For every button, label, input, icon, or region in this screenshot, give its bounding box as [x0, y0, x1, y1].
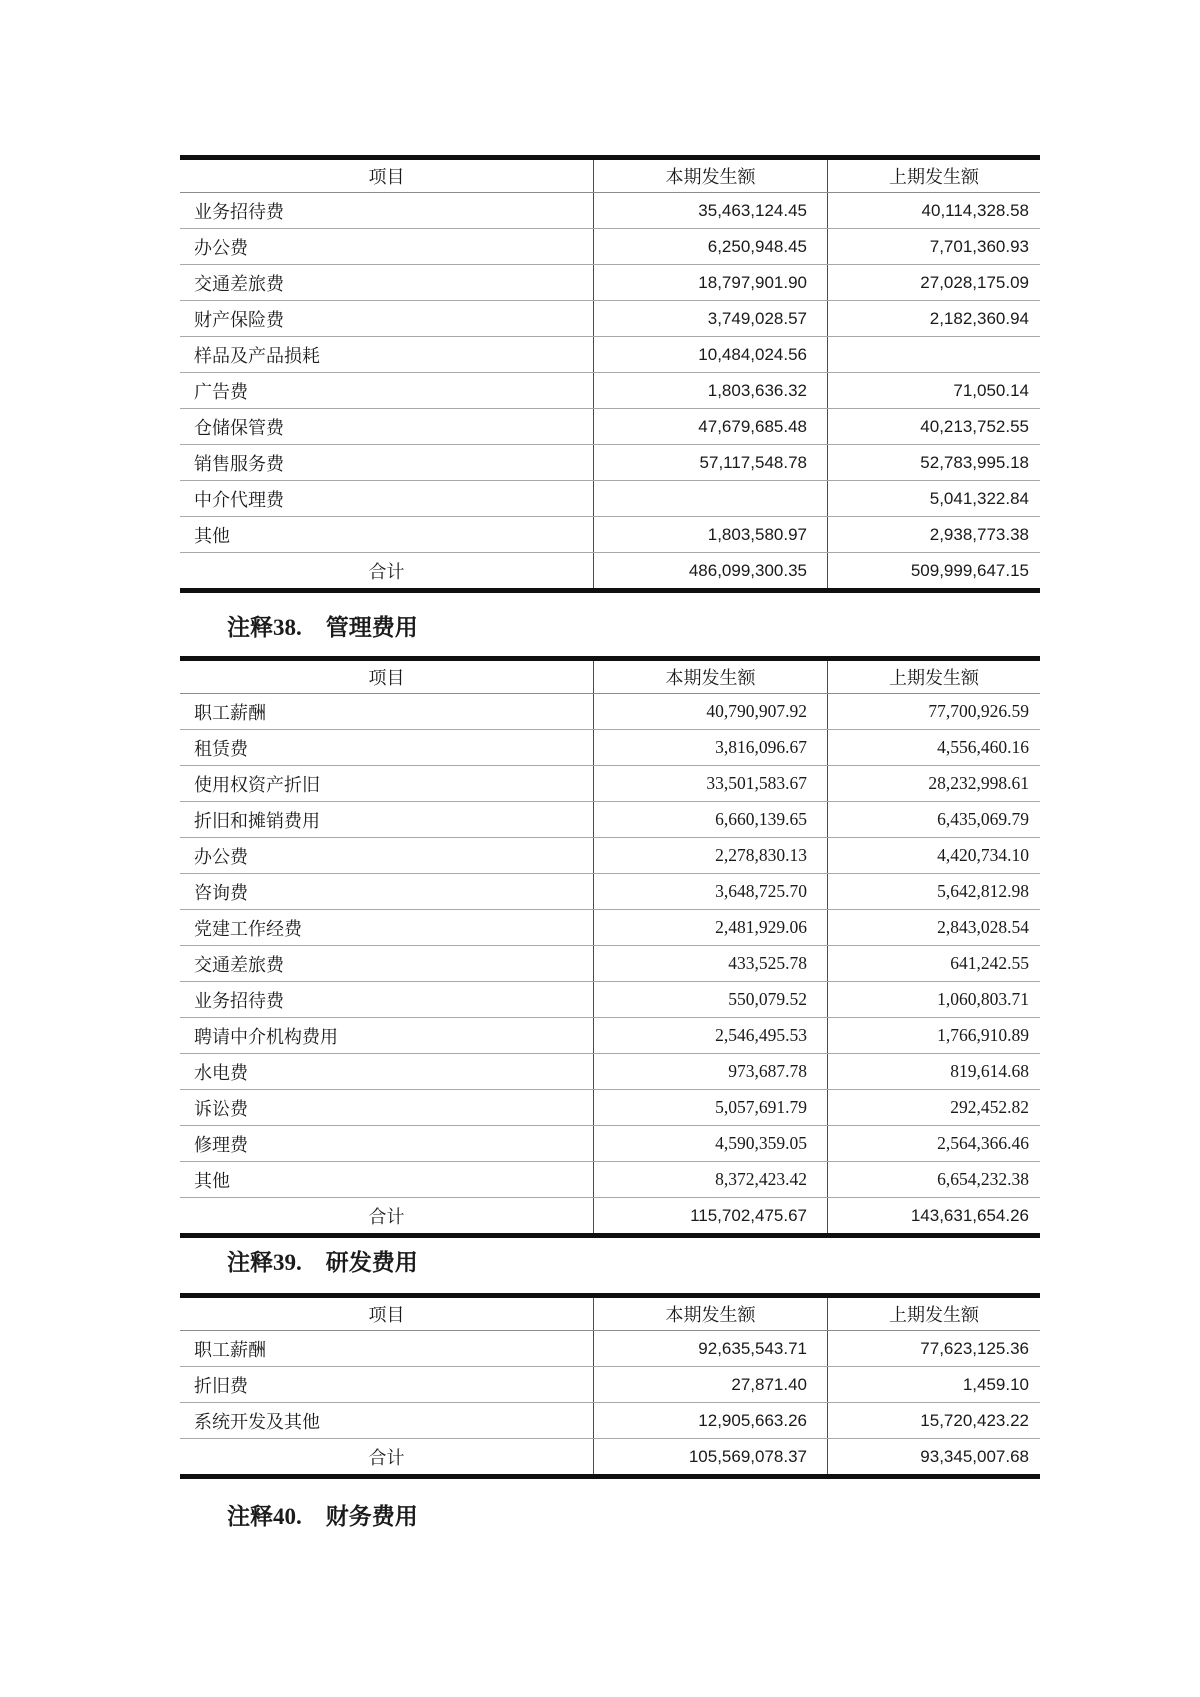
item-cell: 聘请中介机构费用: [194, 1026, 338, 1047]
current-amount-cell: 18,797,901.90: [593, 265, 827, 300]
table-row: [180, 516, 1040, 552]
item-cell: 业务招待费: [194, 201, 284, 222]
item-cell: 水电费: [194, 1062, 248, 1083]
current-amount-cell: 47,679,685.48: [593, 409, 827, 444]
table-header-row: [180, 661, 1040, 693]
prior-amount-cell: 71,050.14: [827, 373, 1040, 408]
item-cell: 财产保险费: [194, 309, 284, 330]
item-cell: 交通差旅费: [194, 954, 284, 975]
current-amount-cell: 40,790,907.92: [593, 694, 827, 729]
table-row: [180, 1125, 1040, 1161]
item-cell: 其他: [194, 525, 230, 546]
note39-title: 研发费用: [325, 1250, 418, 1275]
prior-amount-cell: [827, 337, 1040, 372]
current-amount-cell: 33,501,583.67: [593, 766, 827, 801]
note38-number: 注释38.: [227, 615, 302, 640]
current-amount-cell: 3,749,028.57: [593, 301, 827, 336]
item-cell: 合计: [368, 1447, 405, 1468]
table-row: [180, 1089, 1040, 1125]
prior-amount-cell: 6,654,232.38: [827, 1162, 1040, 1197]
prior-amount-cell: 2,938,773.38: [827, 517, 1040, 552]
item-cell: 租赁费: [194, 738, 248, 759]
prior-amount-cell: 40,213,752.55: [827, 409, 1040, 444]
current-amount-cell: 8,372,423.42: [593, 1162, 827, 1197]
table-row: [180, 444, 1040, 480]
current-amount-cell: 6,660,139.65: [593, 802, 827, 837]
table-row: [180, 1330, 1040, 1366]
prior-amount-cell: 641,242.55: [827, 946, 1040, 981]
prior-amount-cell: 5,642,812.98: [827, 874, 1040, 909]
column-header-current: 本期发生额: [593, 661, 827, 693]
prior-amount-cell: 77,623,125.36: [827, 1331, 1040, 1366]
prior-amount-cell: 28,232,998.61: [827, 766, 1040, 801]
prior-amount-cell: 2,182,360.94: [827, 301, 1040, 336]
table-row: [180, 873, 1040, 909]
column-header-item: 项目: [368, 1305, 405, 1325]
prior-amount-cell: 40,114,328.58: [827, 193, 1040, 228]
prior-amount-cell: 4,420,734.10: [827, 838, 1040, 873]
table-row: [180, 837, 1040, 873]
item-cell: 诉讼费: [194, 1098, 248, 1119]
table-row: [180, 264, 1040, 300]
table-header-row: [180, 1298, 1040, 1330]
current-amount-cell: 10,484,024.56: [593, 337, 827, 372]
current-amount-cell: 3,816,096.67: [593, 730, 827, 765]
table-row: [180, 1053, 1040, 1089]
table-row: [180, 1161, 1040, 1197]
item-cell: 样品及产品损耗: [194, 345, 320, 366]
note39-heading: [227, 1248, 418, 1278]
note40-title: 财务费用: [325, 1504, 418, 1529]
current-amount-cell: 2,278,830.13: [593, 838, 827, 873]
column-header-item: 项目: [368, 668, 405, 688]
item-cell: 广告费: [194, 381, 248, 402]
current-amount-cell: 1,803,636.32: [593, 373, 827, 408]
table-row: [180, 981, 1040, 1017]
selling-expenses-table: [180, 155, 1040, 593]
current-amount-cell: 5,057,691.79: [593, 1090, 827, 1125]
current-amount-cell: 4,590,359.05: [593, 1126, 827, 1161]
rnd-expenses-table: [180, 1293, 1040, 1479]
prior-amount-cell: 77,700,926.59: [827, 694, 1040, 729]
item-cell: 办公费: [194, 237, 248, 258]
admin-expenses-table: [180, 656, 1040, 1238]
prior-amount-cell: 1,060,803.71: [827, 982, 1040, 1017]
prior-amount-cell: 15,720,423.22: [827, 1403, 1040, 1438]
table-row: [180, 408, 1040, 444]
prior-amount-cell: 4,556,460.16: [827, 730, 1040, 765]
item-cell: 职工薪酬: [194, 1339, 266, 1360]
prior-amount-cell: 2,564,366.46: [827, 1126, 1040, 1161]
table-row: [180, 300, 1040, 336]
item-cell: 职工薪酬: [194, 702, 266, 723]
item-cell: 销售服务费: [194, 453, 284, 474]
prior-amount-cell: 509,999,647.15: [827, 553, 1040, 588]
table-row: [180, 765, 1040, 801]
item-cell: 仓储保管费: [194, 417, 284, 438]
column-header-current: 本期发生额: [593, 160, 827, 192]
current-amount-cell: 27,871.40: [593, 1367, 827, 1402]
table-row: [180, 909, 1040, 945]
prior-amount-cell: 27,028,175.09: [827, 265, 1040, 300]
table-row: [180, 1402, 1040, 1438]
total-row: [180, 552, 1040, 588]
item-cell: 折旧和摊销费用: [194, 810, 320, 831]
prior-amount-cell: 292,452.82: [827, 1090, 1040, 1125]
table-row: [180, 480, 1040, 516]
prior-amount-cell: 1,766,910.89: [827, 1018, 1040, 1053]
table-row: [180, 945, 1040, 981]
note38-title: 管理费用: [325, 615, 418, 640]
prior-amount-cell: 2,843,028.54: [827, 910, 1040, 945]
current-amount-cell: 115,702,475.67: [593, 1198, 827, 1233]
item-cell: 修理费: [194, 1134, 248, 1155]
current-amount-cell: 550,079.52: [593, 982, 827, 1017]
item-cell: 合计: [368, 1206, 405, 1227]
current-amount-cell: 486,099,300.35: [593, 553, 827, 588]
table-row: [180, 228, 1040, 264]
column-header-prior: 上期发生额: [827, 1298, 1040, 1330]
table-row: [180, 729, 1040, 765]
table-row: [180, 1017, 1040, 1053]
column-header-item: 项目: [368, 167, 405, 187]
total-row: [180, 1438, 1040, 1474]
current-amount-cell: 2,546,495.53: [593, 1018, 827, 1053]
current-amount-cell: 35,463,124.45: [593, 193, 827, 228]
item-cell: 办公费: [194, 846, 248, 867]
item-cell: 其他: [194, 1170, 230, 1191]
item-cell: 党建工作经费: [194, 918, 302, 939]
current-amount-cell: 6,250,948.45: [593, 229, 827, 264]
table-row: [180, 693, 1040, 729]
item-cell: 交通差旅费: [194, 273, 284, 294]
note39-number: 注释39.: [227, 1250, 302, 1275]
table-header-row: [180, 160, 1040, 192]
note38-heading: [227, 613, 418, 643]
item-cell: 折旧费: [194, 1375, 248, 1396]
current-amount-cell: 1,803,580.97: [593, 517, 827, 552]
current-amount-cell: 12,905,663.26: [593, 1403, 827, 1438]
prior-amount-cell: 93,345,007.68: [827, 1439, 1040, 1474]
note40-heading: [227, 1502, 418, 1532]
prior-amount-cell: 7,701,360.93: [827, 229, 1040, 264]
current-amount-cell: 57,117,548.78: [593, 445, 827, 480]
total-row: [180, 1197, 1040, 1233]
note40-number: 注释40.: [227, 1504, 302, 1529]
table-row: [180, 192, 1040, 228]
item-cell: 中介代理费: [194, 489, 284, 510]
current-amount-cell: [593, 481, 827, 516]
current-amount-cell: 105,569,078.37: [593, 1439, 827, 1474]
table-row: [180, 336, 1040, 372]
prior-amount-cell: 5,041,322.84: [827, 481, 1040, 516]
current-amount-cell: 92,635,543.71: [593, 1331, 827, 1366]
table-row: [180, 1366, 1040, 1402]
item-cell: 咨询费: [194, 882, 248, 903]
prior-amount-cell: 1,459.10: [827, 1367, 1040, 1402]
item-cell: 业务招待费: [194, 990, 284, 1011]
column-header-current: 本期发生额: [593, 1298, 827, 1330]
table-row: [180, 372, 1040, 408]
table-row: [180, 801, 1040, 837]
item-cell: 系统开发及其他: [194, 1411, 320, 1432]
column-header-prior: 上期发生额: [827, 661, 1040, 693]
prior-amount-cell: 143,631,654.26: [827, 1198, 1040, 1233]
column-header-prior: 上期发生额: [827, 160, 1040, 192]
item-cell: 使用权资产折旧: [194, 774, 320, 795]
current-amount-cell: 2,481,929.06: [593, 910, 827, 945]
prior-amount-cell: 6,435,069.79: [827, 802, 1040, 837]
current-amount-cell: 3,648,725.70: [593, 874, 827, 909]
current-amount-cell: 433,525.78: [593, 946, 827, 981]
item-cell: 合计: [368, 561, 405, 582]
prior-amount-cell: 52,783,995.18: [827, 445, 1040, 480]
current-amount-cell: 973,687.78: [593, 1054, 827, 1089]
prior-amount-cell: 819,614.68: [827, 1054, 1040, 1089]
